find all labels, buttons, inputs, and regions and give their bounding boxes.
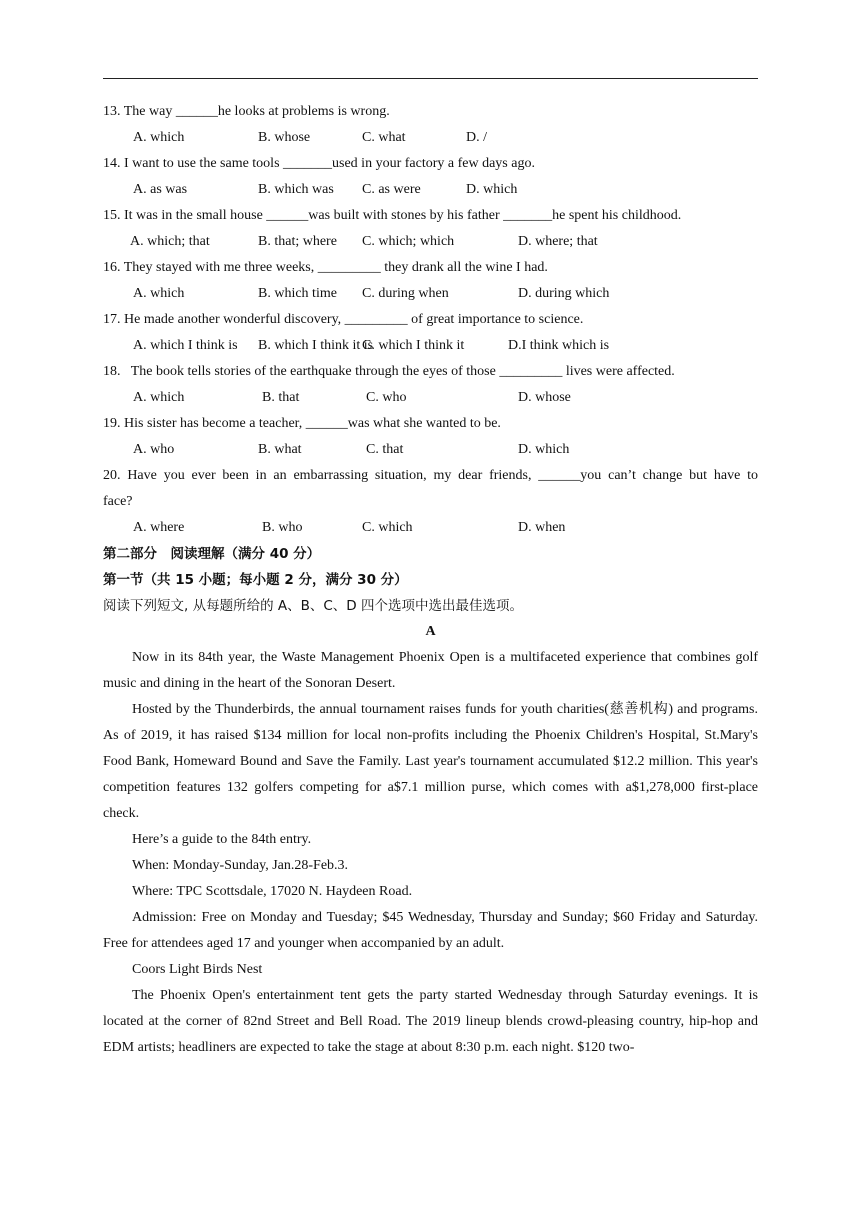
section-subtitle: 第一节（共 15 小题；每小题 2 分，满分 30 分） <box>103 572 408 588</box>
option-d: D. whose <box>518 390 571 405</box>
option-c: C. that <box>366 442 404 457</box>
passage-paragraph-8: The Phoenix Open's entertainment tent gets the party started Wednesday through Saturday evenings. It is located at the corner of 82nd Street and Bell Road. The 2019 lineup blends crowd-pleasing country, hip-hop and EDM artists; headliners are expected to take the stage at about 8:30 p.m. each night. $120 two- <box>103 988 758 1055</box>
question-16-stem: 16. They stayed with me three weeks, _________ they drank all the wine I had. <box>103 260 548 275</box>
option-c: C. who <box>366 390 407 405</box>
option-d: D. / <box>466 130 487 145</box>
passage-label: A <box>425 624 436 639</box>
option-d: D. which <box>466 182 518 197</box>
passage-paragraph-4: When: Monday-Sunday, Jan.28-Feb.3. <box>132 858 349 873</box>
option-a: A. which <box>133 390 185 405</box>
option-c: C. which <box>362 520 413 535</box>
option-d: D. during which <box>518 286 610 301</box>
option-a: A. who <box>133 442 175 457</box>
question-13-stem: 13. The way ______he looks at problems is wrong. <box>103 104 390 119</box>
option-c: C. which I think it <box>362 338 465 353</box>
option-a: A. as was <box>133 182 188 197</box>
passage-paragraph-5: Where: TPC Scottsdale, 17020 N. Haydeen Road. <box>132 884 413 899</box>
option-c: C. during when <box>362 286 449 301</box>
option-b: B. that; where <box>258 234 337 249</box>
option-a: A. which <box>133 130 185 145</box>
question-20-stem-line1: 20. Have you ever been in an embarrassing situation, my dear friends, ______you can’t change but have to <box>103 468 758 483</box>
question-18-options <box>103 385 758 411</box>
option-b: B. what <box>258 442 302 457</box>
passage-paragraph-1: Now in its 84th year, the Waste Management Phoenix Open is a multifaceted experience that combines golf music and dining in the heart of the Sonoran Desert. <box>103 650 758 691</box>
question-17-options <box>103 333 758 359</box>
question-18-stem: 18. The book tells stories of the earthquake through the eyes of those _________ lives were affected. <box>103 364 675 379</box>
option-a: A. which I think is <box>133 338 238 353</box>
option-b: B. which time <box>258 286 337 301</box>
option-b: B. which was <box>258 182 334 197</box>
option-b: B. which I think it is <box>258 338 374 353</box>
question-19-options <box>103 437 758 463</box>
option-a: A. which; that <box>130 234 210 249</box>
question-15-options <box>103 229 758 255</box>
option-d: D. when <box>518 520 566 535</box>
question-14-stem: 14. I want to use the same tools _______used in your factory a few days ago. <box>103 156 535 171</box>
question-17-stem: 17. He made another wonderful discovery, _________ of great importance to science. <box>103 312 584 327</box>
exam-page <box>103 99 758 1061</box>
question-20-options <box>103 515 758 541</box>
question-14-options <box>103 177 758 203</box>
passage-paragraph-6: Admission: Free on Monday and Tuesday; $45 Wednesday, Thursday and Sunday; $60 Friday and Saturday. Free for attendees aged 17 and younger when accompanied by an adult. <box>103 910 758 951</box>
passage-paragraph-7: Coors Light Birds Nest <box>132 962 263 977</box>
question-15-stem: 15. It was in the small house ______was built with stones by his father _______he spent his childhood. <box>103 208 682 223</box>
part-title: 第二部分 阅读理解（满分 40 分） <box>103 546 321 562</box>
question-19-stem: 19. His sister has become a teacher, ______was what she wanted to be. <box>103 416 501 431</box>
option-d: D. which <box>518 442 570 457</box>
option-c: C. as were <box>362 182 421 197</box>
header-rule <box>103 78 758 79</box>
option-b: B. that <box>262 390 300 405</box>
option-c: C. what <box>362 130 406 145</box>
option-c: C. which; which <box>362 234 455 249</box>
option-a: A. where <box>133 520 185 535</box>
question-20-stem-line2: face? <box>103 494 133 509</box>
question-16-options <box>103 281 758 307</box>
passage-paragraph-2: Hosted by the Thunderbirds, the annual tournament raises funds for youth charities(慈善机构) and programs. As of 2019, it has raised $134 million for local non-profits including the Phoenix Children's Hospital, St.Mary's Food Bank, Homeward Bound and Save the Family. Last year's tournament accumulated $12.2 million. This year's competition features 132 golfers competing for a$7.1 million purse, which comes with a$1,278,000 first-place check. <box>103 702 758 821</box>
option-d: D.I think which is <box>508 338 610 353</box>
option-a: A. which <box>133 286 185 301</box>
option-b: B. whose <box>258 130 311 145</box>
question-13-options <box>103 125 758 151</box>
option-b: B. who <box>262 520 303 535</box>
passage-paragraph-3: Here’s a guide to the 84th entry. <box>132 832 312 847</box>
option-d: D. where; that <box>518 234 598 249</box>
instruction-text: 阅读下列短文, 从每题所给的 A、B、C、D 四个选项中选出最佳选项。 <box>103 598 523 614</box>
